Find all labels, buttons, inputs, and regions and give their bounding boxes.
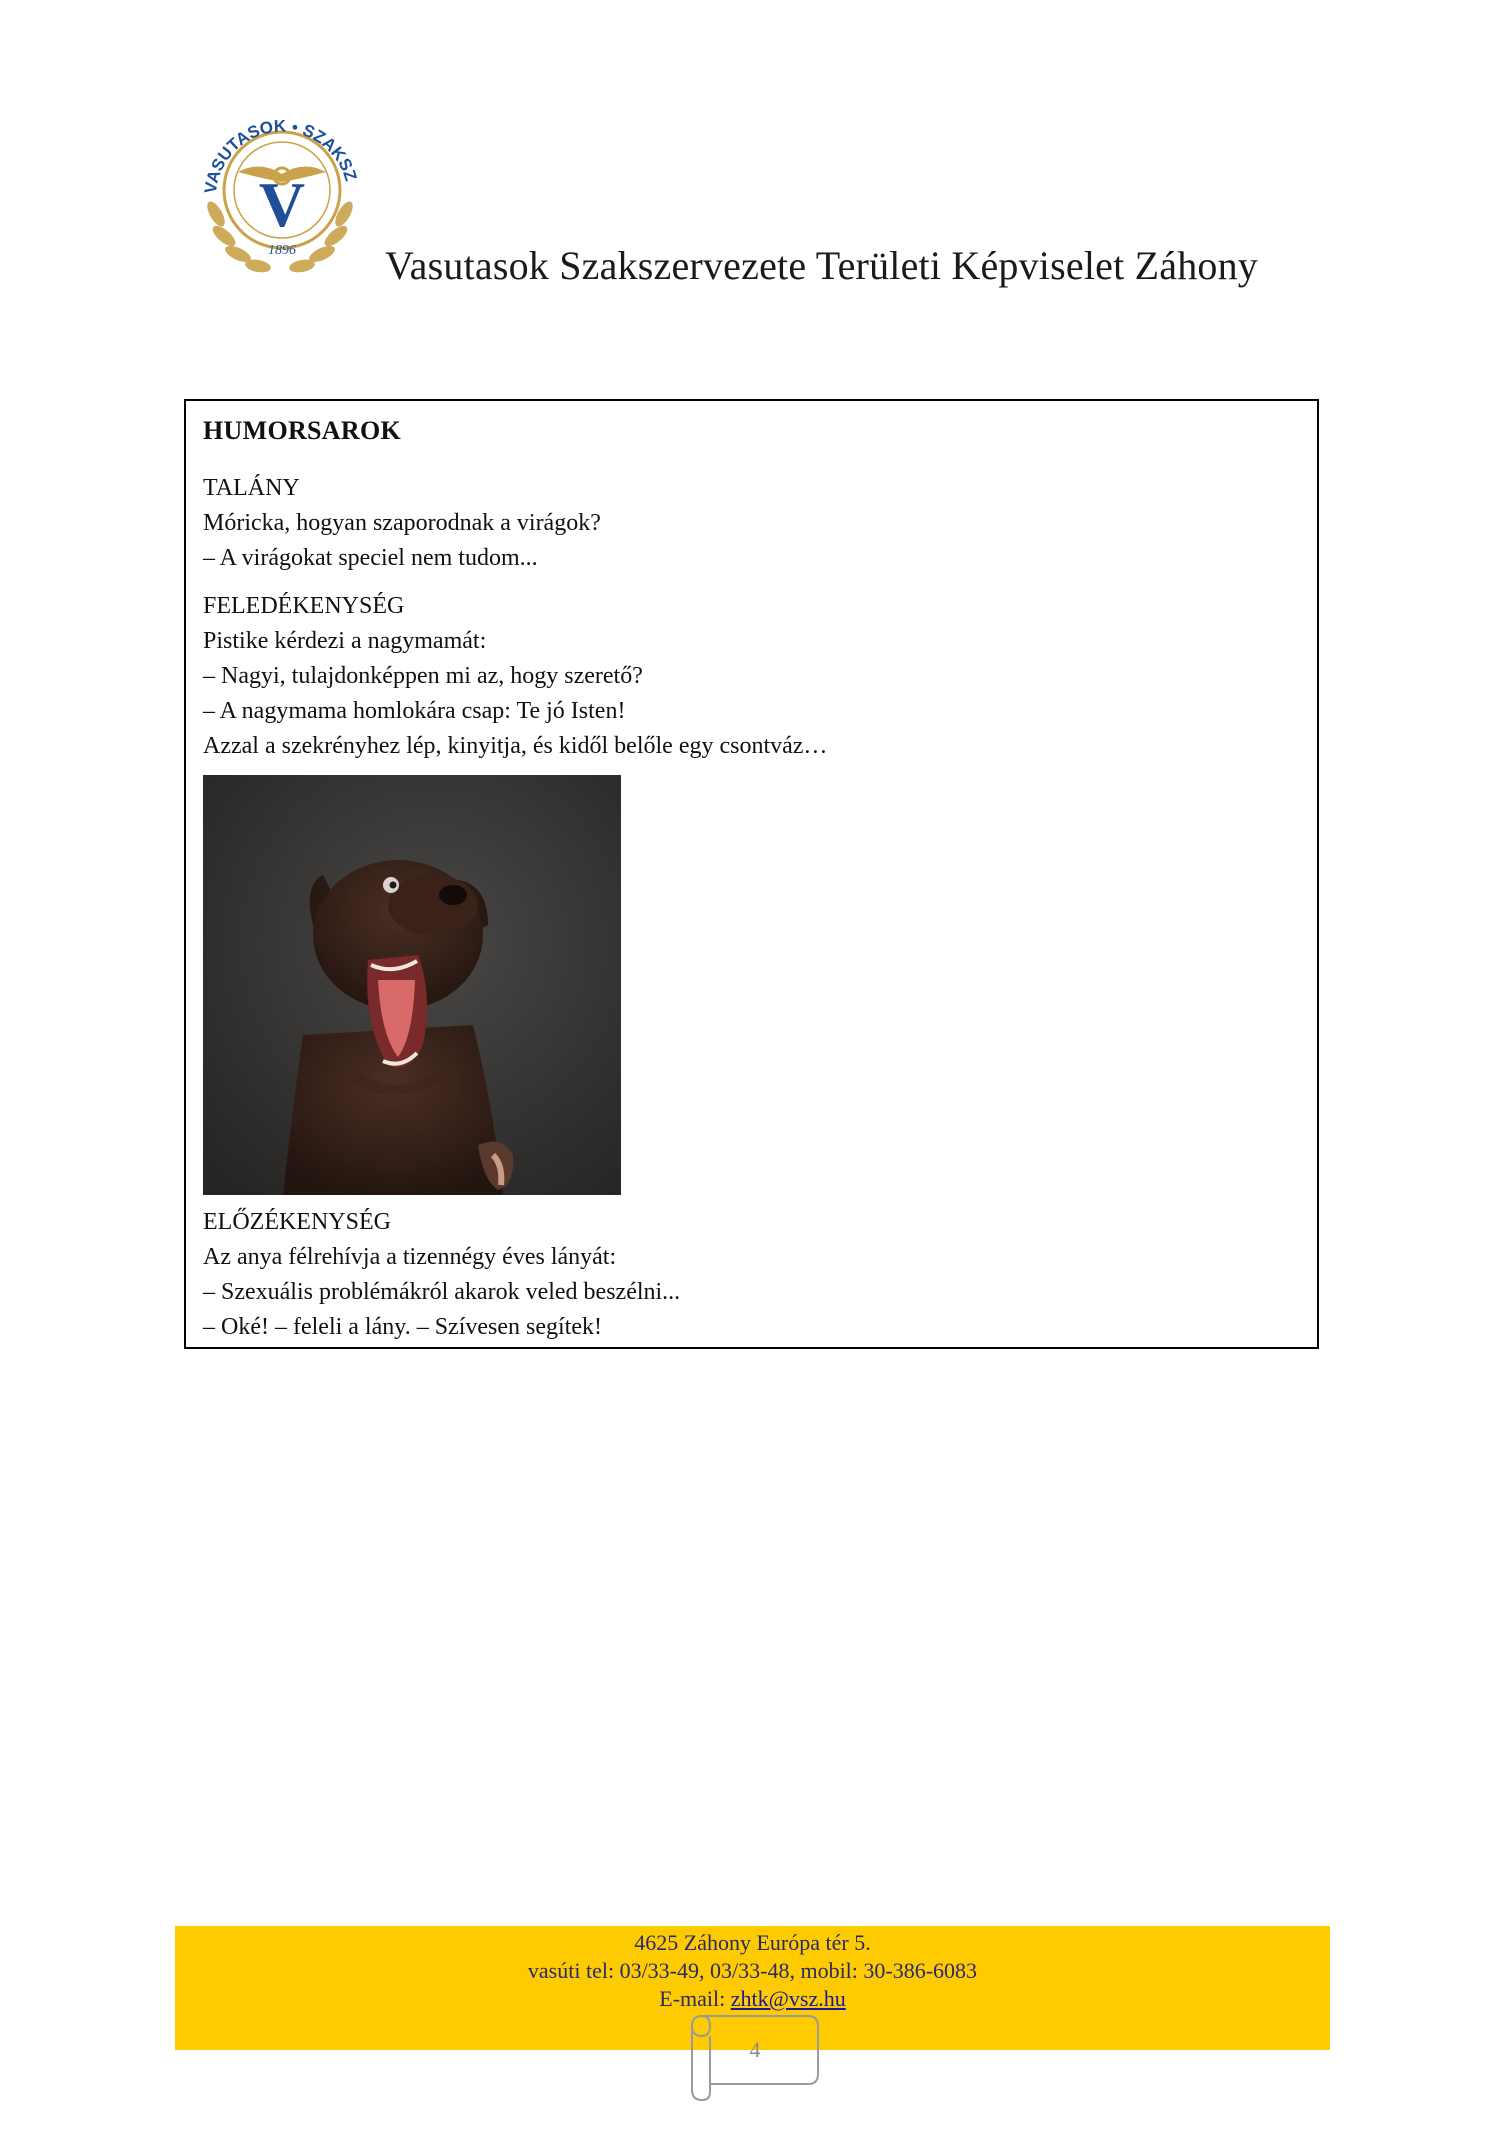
- logo-year: 1896: [268, 243, 296, 258]
- humor-corner-box: [184, 399, 1319, 1349]
- laughing-dog-image: [203, 775, 621, 1195]
- joke-line: – A virágokat speciel nem tudom...: [203, 545, 538, 571]
- joke-title: TALÁNY: [203, 475, 300, 501]
- joke-title: ELŐZÉKENYSÉG: [203, 1209, 391, 1235]
- box-heading: HUMORSAROK: [203, 416, 401, 445]
- footer-address: 4625 Záhony Európa tér 5.: [634, 1930, 871, 1955]
- union-logo: [186, 94, 374, 282]
- organization-title: Vasutasok Szakszervezete Területi Képviselet Záhony: [385, 243, 1259, 288]
- joke-section-elozekenyseg: [203, 1205, 680, 1345]
- joke-line: – Oké! – feleli a lány. – Szívesen segítek!: [203, 1314, 602, 1340]
- joke-line: – Szexuális problémákról akarok veled beszélni...: [203, 1279, 681, 1305]
- joke-line: Pistike kérdezi a nagymamát:: [203, 628, 487, 654]
- joke-title: FELEDÉKENYSÉG: [203, 593, 405, 619]
- footer-phones: vasúti tel: 03/33-49, 03/33-48, mobil: 30-386-6083: [527, 1958, 978, 1983]
- footer-email-label: E-mail:: [659, 1986, 731, 2011]
- joke-line: – A nagymama homlokára csap: Te jó Isten!: [203, 698, 626, 724]
- joke-section-feledekenyseg: [203, 589, 827, 764]
- page-number: 4: [749, 2037, 761, 2062]
- dog-photo: [203, 775, 621, 1195]
- joke-line: Az anya félrehívja a tizennégy éves lányát:: [203, 1244, 617, 1270]
- joke-line: Azzal a szekrényhez lép, kinyitja, és kidől belőle egy csontváz…: [203, 733, 828, 759]
- email-link[interactable]: zhtk@vsz.hu: [730, 1986, 846, 2011]
- joke-line: Móricka, hogyan szaporodnak a virágok?: [203, 510, 601, 536]
- joke-line: – Nagyi, tulajdonképpen mi az, hogy szerető?: [203, 663, 643, 689]
- union-emblem-icon: [186, 94, 374, 282]
- logo-letter: V: [258, 169, 306, 240]
- logo-ring-text: VASUTASOK • SZAKSZ: [200, 116, 361, 195]
- joke-section-talany: [203, 471, 601, 576]
- footer-email-line: [175, 1986, 1330, 2012]
